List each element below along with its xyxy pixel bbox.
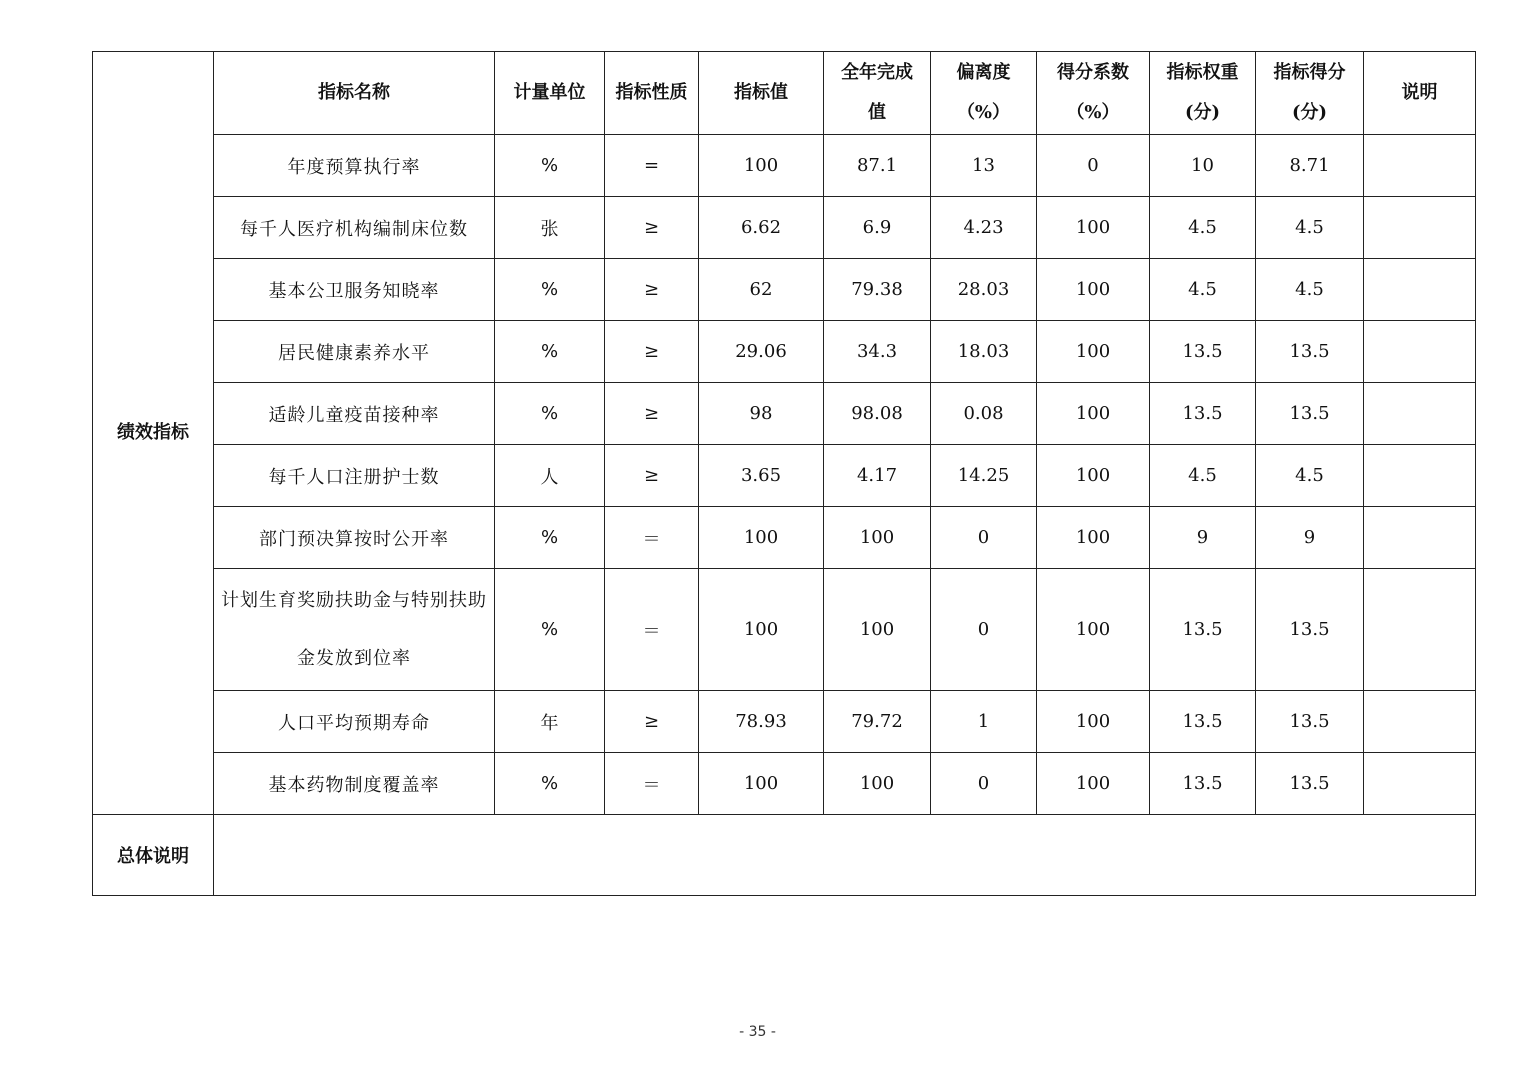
unit-cell: 年 xyxy=(495,691,605,753)
table-row xyxy=(93,197,1476,259)
header-indicator-name: 指标名称 xyxy=(214,52,495,135)
unit-cell: % xyxy=(495,753,605,815)
actual-cell: 87.1 xyxy=(824,135,931,197)
target-cell: 100 xyxy=(699,507,824,569)
nature-cell: ＝ xyxy=(605,569,699,691)
target-cell: 100 xyxy=(699,753,824,815)
actual-cell: 100 xyxy=(824,569,931,691)
nature-cell: ＝ xyxy=(605,753,699,815)
header-unit: 计量单位 xyxy=(495,52,605,135)
coefficient-cell: 100 xyxy=(1037,569,1150,691)
unit-cell: % xyxy=(495,507,605,569)
weight-cell: 4.5 xyxy=(1150,445,1256,507)
note-cell xyxy=(1364,753,1476,815)
header-weight-line2: (分) xyxy=(1184,102,1221,123)
target-cell: 3.65 xyxy=(699,445,824,507)
header-weight-line1: 指标权重 xyxy=(1166,62,1239,83)
header-deviation-line2: （%） xyxy=(956,102,1011,123)
weight-cell: 13.5 xyxy=(1150,569,1256,691)
header-note: 说明 xyxy=(1364,52,1476,135)
note-cell xyxy=(1364,321,1476,383)
actual-cell: 6.9 xyxy=(824,197,931,259)
indicator-name: 基本公卫服务知晓率 xyxy=(214,259,495,321)
score-cell: 4.5 xyxy=(1256,445,1364,507)
header-score-line1: 指标得分 xyxy=(1273,62,1346,83)
unit-cell: % xyxy=(495,135,605,197)
summary-label: 总体说明 xyxy=(93,815,214,896)
deviation-cell: 0 xyxy=(931,569,1037,691)
nature-cell: ≥ xyxy=(605,691,699,753)
weight-cell: 13.5 xyxy=(1150,321,1256,383)
coefficient-cell: 100 xyxy=(1037,383,1150,445)
indicator-name: 居民健康素养水平 xyxy=(214,321,495,383)
deviation-cell: 18.03 xyxy=(931,321,1037,383)
target-cell: 62 xyxy=(699,259,824,321)
target-cell: 6.62 xyxy=(699,197,824,259)
header-coefficient-line1: 得分系数 xyxy=(1057,62,1129,83)
actual-cell: 4.17 xyxy=(824,445,931,507)
weight-cell: 4.5 xyxy=(1150,197,1256,259)
target-cell: 98 xyxy=(699,383,824,445)
table-row xyxy=(93,135,1476,197)
table-row xyxy=(93,691,1476,753)
coefficient-cell: 100 xyxy=(1037,445,1150,507)
unit-cell: % xyxy=(495,259,605,321)
unit-cell: % xyxy=(495,383,605,445)
deviation-cell: 14.25 xyxy=(931,445,1037,507)
actual-cell: 98.08 xyxy=(824,383,931,445)
header-deviation-line1: 偏离度 xyxy=(956,62,1011,83)
unit-cell: % xyxy=(495,321,605,383)
indicator-name: 每千人医疗机构编制床位数 xyxy=(214,197,495,259)
nature-cell: ≥ xyxy=(605,259,699,321)
indicator-name: 基本药物制度覆盖率 xyxy=(214,753,495,815)
actual-cell: 34.3 xyxy=(824,321,931,383)
score-cell: 13.5 xyxy=(1256,691,1364,753)
page-number: - 35 - xyxy=(739,1024,776,1040)
nature-cell: ≥ xyxy=(605,197,699,259)
note-cell xyxy=(1364,135,1476,197)
summary-row xyxy=(93,815,1476,896)
section-label: 绩效指标 xyxy=(93,52,214,815)
table-row xyxy=(93,569,1476,691)
header-actual xyxy=(824,52,931,135)
note-cell xyxy=(1364,383,1476,445)
score-cell: 13.5 xyxy=(1256,753,1364,815)
note-cell xyxy=(1364,507,1476,569)
coefficient-cell: 0 xyxy=(1037,135,1150,197)
deviation-cell: 13 xyxy=(931,135,1037,197)
coefficient-cell: 100 xyxy=(1037,321,1150,383)
indicator-name: 年度预算执行率 xyxy=(214,135,495,197)
target-cell: 100 xyxy=(699,569,824,691)
coefficient-cell: 100 xyxy=(1037,753,1150,815)
nature-cell: ＝ xyxy=(605,507,699,569)
deviation-cell: 1 xyxy=(931,691,1037,753)
weight-cell: 13.5 xyxy=(1150,383,1256,445)
table-row xyxy=(93,321,1476,383)
header-coefficient-line2: （%） xyxy=(1066,102,1120,123)
weight-cell: 9 xyxy=(1150,507,1256,569)
indicator-name: 人口平均预期寿命 xyxy=(214,691,495,753)
header-score-line2: (分) xyxy=(1291,102,1328,123)
note-cell xyxy=(1364,691,1476,753)
score-cell: 13.5 xyxy=(1256,321,1364,383)
nature-cell: ≥ xyxy=(605,321,699,383)
performance-indicator-table xyxy=(92,51,1476,896)
score-cell: 9 xyxy=(1256,507,1364,569)
actual-cell: 100 xyxy=(824,507,931,569)
header-nature: 指标性质 xyxy=(605,52,699,135)
target-cell: 78.93 xyxy=(699,691,824,753)
deviation-cell: 0 xyxy=(931,753,1037,815)
note-cell xyxy=(1364,569,1476,691)
header-actual-line1: 全年完成 xyxy=(841,62,913,83)
header-row xyxy=(93,52,1476,135)
actual-cell: 100 xyxy=(824,753,931,815)
table-row xyxy=(93,259,1476,321)
indicator-name: 计划生育奖励扶助金与特别扶助金发放到位率 xyxy=(214,569,495,691)
score-cell: 13.5 xyxy=(1256,569,1364,691)
indicator-name: 部门预决算按时公开率 xyxy=(214,507,495,569)
note-cell xyxy=(1364,259,1476,321)
coefficient-cell: 100 xyxy=(1037,691,1150,753)
unit-cell: 张 xyxy=(495,197,605,259)
weight-cell: 10 xyxy=(1150,135,1256,197)
coefficient-cell: 100 xyxy=(1037,507,1150,569)
summary-content xyxy=(214,815,1476,896)
header-target: 指标值 xyxy=(699,52,824,135)
weight-cell: 13.5 xyxy=(1150,753,1256,815)
table-row xyxy=(93,507,1476,569)
score-cell: 4.5 xyxy=(1256,197,1364,259)
note-cell xyxy=(1364,197,1476,259)
indicator-name: 每千人口注册护士数 xyxy=(214,445,495,507)
table-row xyxy=(93,445,1476,507)
indicator-name: 适龄儿童疫苗接种率 xyxy=(214,383,495,445)
deviation-cell: 0.08 xyxy=(931,383,1037,445)
table-row xyxy=(93,383,1476,445)
coefficient-cell: 100 xyxy=(1037,259,1150,321)
deviation-cell: 0 xyxy=(931,507,1037,569)
nature-cell: ≥ xyxy=(605,445,699,507)
header-weight xyxy=(1150,52,1256,135)
score-cell: 8.71 xyxy=(1256,135,1364,197)
note-cell xyxy=(1364,445,1476,507)
nature-cell: ≥ xyxy=(605,383,699,445)
coefficient-cell: 100 xyxy=(1037,197,1150,259)
deviation-cell: 4.23 xyxy=(931,197,1037,259)
score-cell: 13.5 xyxy=(1256,383,1364,445)
actual-cell: 79.38 xyxy=(824,259,931,321)
unit-cell: 人 xyxy=(495,445,605,507)
table-row xyxy=(93,753,1476,815)
actual-cell: 79.72 xyxy=(824,691,931,753)
unit-cell: % xyxy=(495,569,605,691)
deviation-cell: 28.03 xyxy=(931,259,1037,321)
header-score xyxy=(1256,52,1364,135)
header-coefficient xyxy=(1037,52,1150,135)
target-cell: 100 xyxy=(699,135,824,197)
nature-cell: = xyxy=(605,135,699,197)
score-cell: 4.5 xyxy=(1256,259,1364,321)
weight-cell: 4.5 xyxy=(1150,259,1256,321)
weight-cell: 13.5 xyxy=(1150,691,1256,753)
header-actual-line2: 值 xyxy=(868,102,886,123)
header-deviation xyxy=(931,52,1037,135)
target-cell: 29.06 xyxy=(699,321,824,383)
